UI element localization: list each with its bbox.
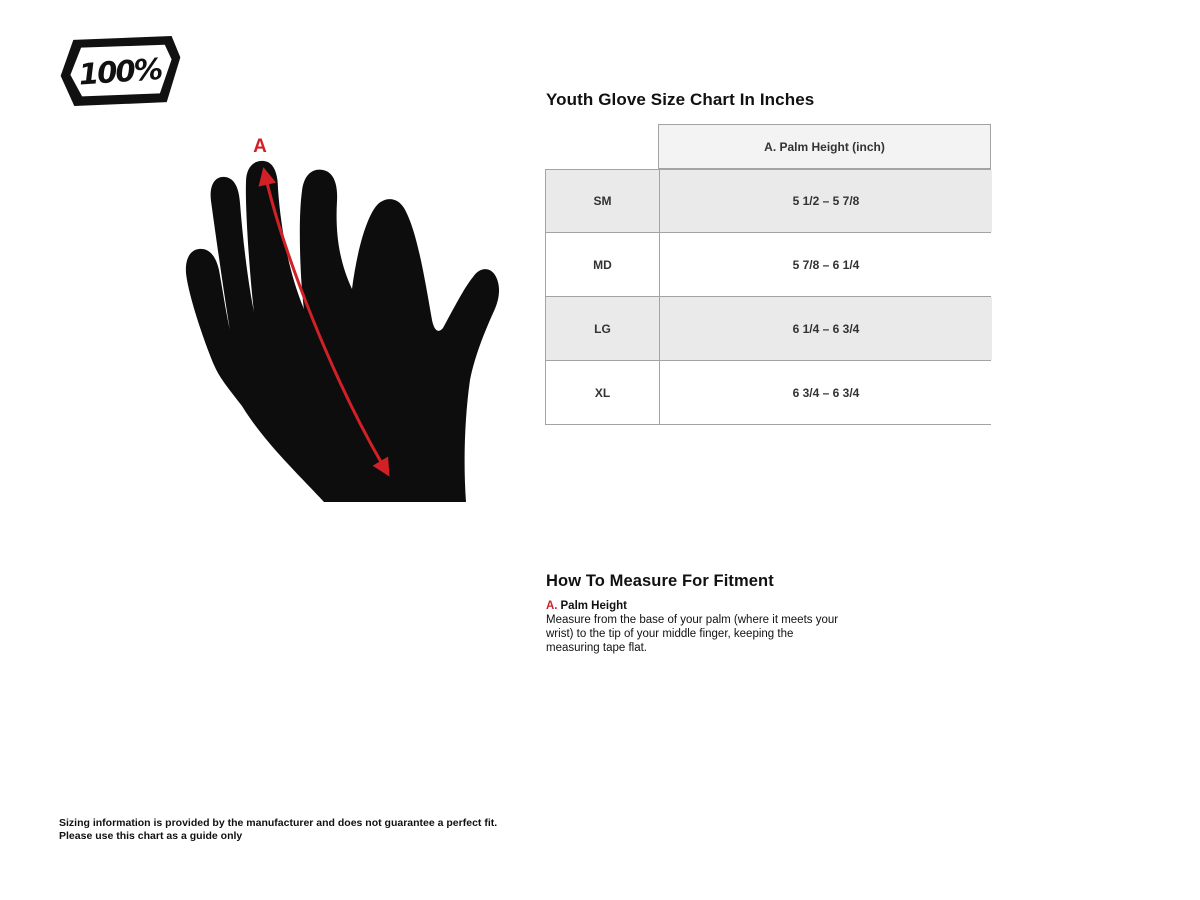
palm-height-value: 6 1/4 – 6 3/4 [659,297,992,360]
size-label: MD [546,233,659,296]
table-corner-cell [545,124,658,169]
measure-guide-section [546,572,876,655]
glove-silhouette [186,161,499,502]
disclaimer-line-1: Sizing information is provided by the manufacturer and does not guarantee a perfect fit. [59,817,498,829]
logo-text: 100% [77,51,163,92]
table-row-lg [545,297,991,361]
palm-height-value: 5 7/8 – 6 1/4 [659,233,992,296]
table-row-xl [545,361,991,425]
size-chart-title: Youth Glove Size Chart In Inches [546,90,815,109]
measure-guide-title: How To Measure For Fitment [546,572,774,590]
guide-item-description: Measure from the base of your palm (where it meets your wrist) to the tip of your middle finger, keeping the measuring tape flat. [546,614,839,654]
size-chart-table [545,124,991,425]
glove-measurement-diagram [182,130,502,505]
palm-height-value: 5 1/2 – 5 7/8 [659,170,992,232]
palm-height-value: 6 3/4 – 6 3/4 [659,361,992,424]
table-row-sm [545,169,991,233]
marker-label-a: A [253,136,267,157]
disclaimer-line-2: Please use this chart as a guide only [59,829,243,842]
size-label: XL [546,361,659,424]
column-header-palm-height: A. Palm Height (inch) [658,124,991,169]
size-label: SM [546,170,659,232]
table-row-md [545,233,991,297]
guide-item-label [546,600,876,612]
table-header-row [545,124,991,169]
guide-item-name: Palm Height [560,600,627,612]
size-label: LG [546,297,659,360]
sizing-disclaimer [59,817,497,842]
brand-logo-100percent [59,36,183,108]
guide-item-letter: A. [546,600,558,612]
